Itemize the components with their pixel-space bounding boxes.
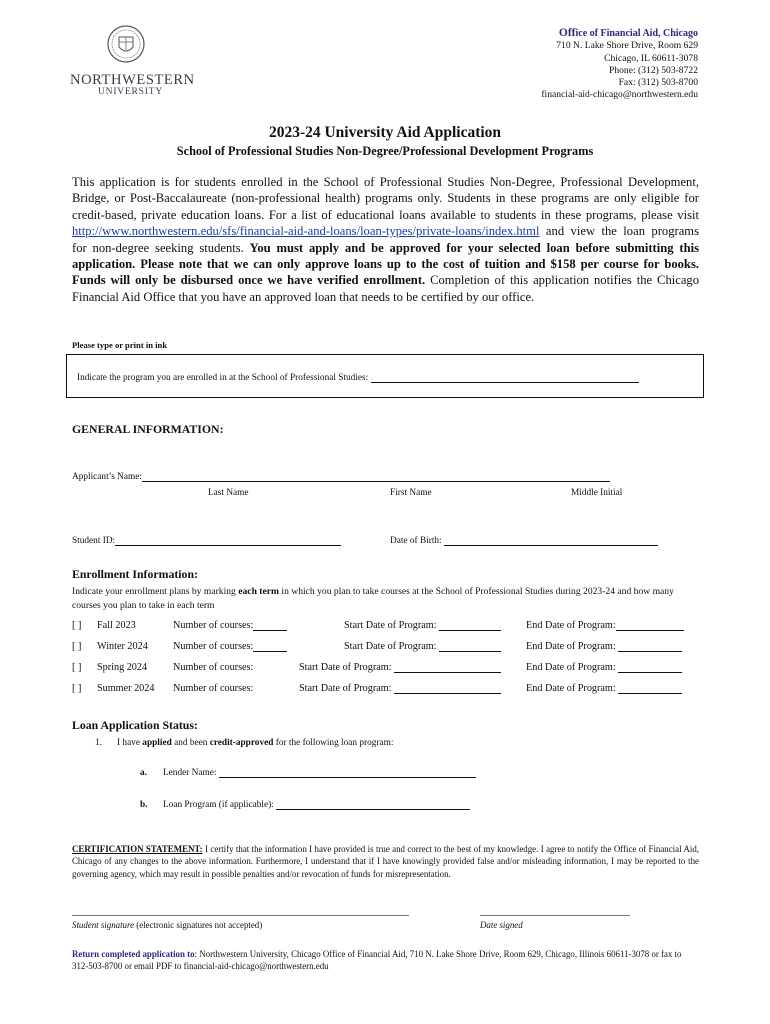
student-id-input[interactable]: [115, 545, 341, 546]
program-item-letter: b.: [140, 800, 148, 810]
dob-input[interactable]: [444, 545, 658, 546]
loan-program-field: [140, 800, 274, 810]
logo-wordmark: NORTHWESTERN: [70, 72, 195, 88]
dob-label: Date of Birth:: [390, 536, 442, 546]
office-phone: Phone: (312) 503-8722: [609, 64, 698, 76]
term-checkbox[interactable]: [ ]: [72, 641, 82, 652]
start-date-input[interactable]: [439, 630, 501, 631]
loan-program-label: Loan Program (if applicable):: [163, 800, 274, 810]
private-loans-link[interactable]: http://www.northwestern.edu/sfs/financial-aid-and-loans/loan-types/private-loans/index.html: [72, 224, 540, 239]
term-row-summer: [72, 683, 616, 694]
courses-label: Number of courses:: [173, 662, 254, 673]
term-checkbox[interactable]: [ ]: [72, 662, 82, 673]
please-type-note: Please type or print in ink: [72, 340, 168, 350]
lender-name-input[interactable]: [219, 777, 476, 778]
page-subtitle: School of Professional Studies Non-Degree/Professional Development Programs: [176, 144, 594, 158]
term-label: Summer 2024: [97, 683, 155, 694]
office-address-line2: Chicago, IL 60611-3078: [604, 52, 698, 64]
return-instructions: Return completed application to: Northwestern University, Chicago Office of Financial Aid, 710 N. Lake Shore Drive, Room 629, Chicago, Illinois 60611-3078 or fax to 312-503-8700 or email PDF to financial-aid-chicago@northwestern.edu: [72, 949, 682, 972]
enrollment-instructions: Indicate your enrollment plans by marking each term in which you plan to take courses at the School of Professional Studies during 2023-24 and how many courses you plan to take in each term: [72, 586, 674, 611]
courses-input[interactable]: [253, 651, 287, 652]
term-checkbox[interactable]: [ ]: [72, 683, 82, 694]
program-box: [66, 354, 704, 398]
applicant-name-field: [72, 472, 610, 482]
lender-name-field: [140, 768, 217, 778]
applicant-name-input[interactable]: [142, 481, 610, 482]
dob-field: [390, 536, 658, 546]
term-label: Spring 2024: [97, 662, 148, 673]
courses-input[interactable]: [253, 630, 287, 631]
courses-field: Number of courses:: [173, 620, 287, 631]
term-row-winter: [72, 641, 616, 652]
start-date-field: Start Date of Program:: [344, 641, 501, 652]
student-id-field: [72, 536, 341, 546]
program-label: Indicate the program you are enrolled in at the School of Professional Studies:: [77, 373, 369, 383]
intro-bold-notice: You must apply and be approved for your selected loan before submitting this application. Please note that we can only approve loans up to the cost of tuition and $158 per course for books. Funds will only be disbursed once we have verified enrollment.: [72, 240, 700, 288]
university-seal-icon: [106, 24, 146, 70]
end-date-field: End Date of Program:: [526, 620, 684, 631]
loan-status-heading: Loan Application Status:: [72, 718, 198, 732]
courses-field: Number of courses:: [173, 641, 287, 652]
general-info-heading: GENERAL INFORMATION:: [72, 422, 224, 436]
office-fax: Fax: (312) 503-8700: [618, 77, 698, 89]
certification-label: CERTIFICATION STATEMENT:: [72, 844, 203, 854]
date-signed-caption: Date signed: [480, 920, 523, 930]
end-date-input[interactable]: [618, 672, 682, 673]
start-date-field: Start Date of Program:: [344, 620, 501, 631]
office-address-block: [541, 27, 698, 102]
start-date-field: Start Date of Program:: [299, 683, 501, 694]
start-date-input[interactable]: [394, 693, 501, 694]
end-date-input[interactable]: [616, 630, 684, 631]
term-checkbox[interactable]: [ ]: [72, 620, 82, 631]
term-row-spring: [72, 662, 616, 673]
program-field: [77, 373, 639, 383]
first-name-caption: First Name: [390, 488, 432, 498]
start-date-input[interactable]: [394, 672, 501, 673]
end-date-input[interactable]: [618, 651, 682, 652]
signature-line[interactable]: [72, 915, 409, 916]
loan-item-1: 1. I have applied and been credit-approved for the following loan program:: [95, 738, 394, 748]
lender-name-label: Lender Name:: [163, 768, 217, 778]
program-input[interactable]: [371, 382, 639, 383]
middle-initial-caption: Middle Initial: [571, 488, 623, 498]
end-date-field: End Date of Program:: [526, 683, 682, 694]
lender-item-letter: a.: [140, 768, 147, 778]
office-email: financial-aid-chicago@northwestern.edu: [541, 89, 698, 101]
end-date-input[interactable]: [618, 693, 682, 694]
enrollment-heading: Enrollment Information:: [72, 567, 198, 581]
student-id-label: Student ID:: [72, 536, 116, 546]
page-title: 2023-24 University Aid Application: [268, 124, 502, 141]
courses-label: Number of courses:: [173, 683, 254, 694]
signature-caption: Student signature (electronic signatures not accepted): [72, 920, 263, 930]
date-signed-line[interactable]: [480, 915, 630, 916]
end-date-field: End Date of Program:: [526, 662, 682, 673]
term-row-fall: [72, 620, 616, 631]
start-date-field: Start Date of Program:: [299, 662, 501, 673]
term-label: Fall 2023: [97, 620, 136, 631]
loan-program-input[interactable]: [276, 809, 470, 810]
intro-paragraph: This application is for students enrolled in the School of Professional Studies Non-Degree, Professional Development, Bridge, or Post-Baccalaureate (non-professional health) programs only. Students in these programs are only eligible for credit-based, private education loans. For a list of educational loans available to students in these programs, please visit http://www.northwestern.edu/sfs/financial-aid-and-loans/loan-types/private-loans/index.html and view the loan programs for non-degree seeking students. You must apply and be approved for your selected loan before submitting this application. Please note that we can only approve loans up to the cost of tuition and $158 per course for books. Funds will only be disbursed once we have verified enrollment. Completion of this application notifies the Chicago Financial Aid Office that you have an approved loan that needs to be certified by our office.: [72, 175, 700, 304]
office-address-line1: 710 N. Lake Shore Drive, Room 629: [556, 40, 698, 52]
logo-university: UNIVERSITY: [98, 87, 163, 97]
start-date-input[interactable]: [439, 651, 501, 652]
certification-statement: CERTIFICATION STATEMENT: I certify that the information I have provided is true and correct to the best of my knowledge. I agree to notify the Office of Financial Aid, Chicago of any changes to the above information. Furthermore, I understand that if I have knowingly provided false and/or misleading information, I may be reported to the governing agency, which may result in possible penalties and/or revocation of funds for misrepresentation.: [72, 844, 699, 879]
last-name-caption: Last Name: [208, 488, 249, 498]
office-title: Office of Financial Aid, Chicago: [558, 27, 698, 39]
applicant-name-label: Applicant’s Name:: [72, 472, 142, 482]
term-label: Winter 2024: [97, 641, 148, 652]
end-date-field: End Date of Program:: [526, 641, 682, 652]
